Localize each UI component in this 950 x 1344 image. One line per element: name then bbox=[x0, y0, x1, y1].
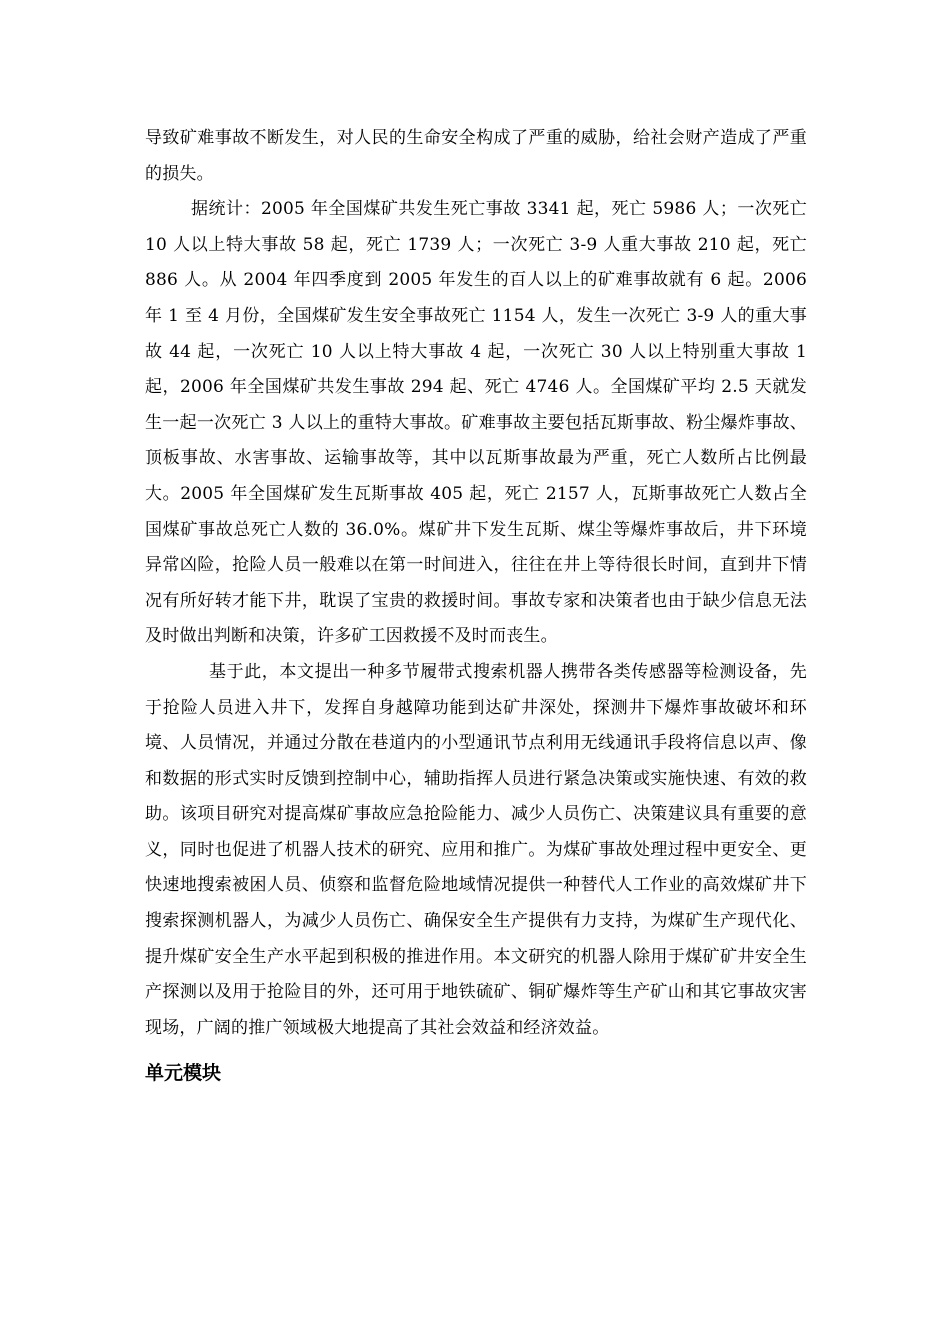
paragraph-proposal: 基于此，本文提出一种多节履带式搜索机器人携带各类传感器等检测设备，先于抢险人员进入井下，发挥自身越障功能到达矿井深处，探测井下爆炸事故破坏和环境、人员情况，并通过分散在巷道内的小型通讯节点利用无线通讯手段将信息以声、像和数据的形式实时反馈到控制中心，辅助指挥人员进行紧急决策或实施快速、有效的救助。该项目研究对提高煤矿事故应急抢险能力、减少人员伤亡、决策建议具有重要的意义，同时也促进了机器人技术的研究、应用和推广。为煤矿事故处理过程中更安全、更快速地搜索被困人员、侦察和监督危险地域情况提供一种替代人工作业的高效煤矿井下搜索探测机器人，为减少人员伤亡、确保安全生产提供有力支持，为煤矿生产现代化、提升煤矿安全生产水平起到积极的推进作用。本文研究的机器人除用于煤矿矿井安全生产探测以及用于抢险目的外，还可用于地铁硫矿、铜矿爆炸等生产矿山和其它事故灾害现场，广阔的推广领域极大地提高了其社会效益和经济效益。 bbox=[145, 661, 807, 1038]
document-body bbox=[145, 121, 807, 1093]
paragraph-intro-continuation: 导致矿难事故不断发生，对人民的生命安全构成了严重的威胁，给社会财产造成了严重的损失。 bbox=[145, 128, 807, 184]
section-heading: 单元模块 bbox=[145, 1062, 222, 1085]
paragraph-statistics: 据统计：2005 年全国煤矿共发生死亡事故 3341 起，死亡 5986 人；一次死亡 10 人以上特大事故 58 起，死亡 1739 人；一次死亡 3-9 人重大事故 210 起，死亡 886 人。从 2004 年四季度到 2005 年发生的百人以上的矿难事故就有 6 起。2006 年 1 至 4 月份，全国煤矿发生安全事故死亡 1154 人，发生一次死亡 3-9 人的重大事故 44 起，一次死亡 10 人以上特大事故 4 起，一次死亡 30 人以上特别重大事故 1 起，2006 年全国煤矿共发生事故 294 起、死亡 4746 人。全国煤矿平均 2.5 天就发生一起一次死亡 3 人以上的重特大事故。矿难事故主要包括瓦斯事故、粉尘爆炸事故、顶板事故、水害事故、运输事故等，其中以瓦斯事故最为严重，死亡人数所占比例最大。2005 年全国煤矿发生瓦斯事故 405 起，死亡 2157 人，瓦斯事故死亡人数占全国煤矿事故总死亡人数的 36.0%。煤矿井下发生瓦斯、煤尘等爆炸事故后，井下环境异常凶险，抢险人员一般难以在第一时间进入，往往在井上等待很长时间，直到井下情况有所好转才能下井，耽误了宝贵的救援时间。事故专家和决策者也由于缺少信息无法及时做出判断和决策，许多矿工因救援不及时而丧生。 bbox=[145, 199, 807, 647]
